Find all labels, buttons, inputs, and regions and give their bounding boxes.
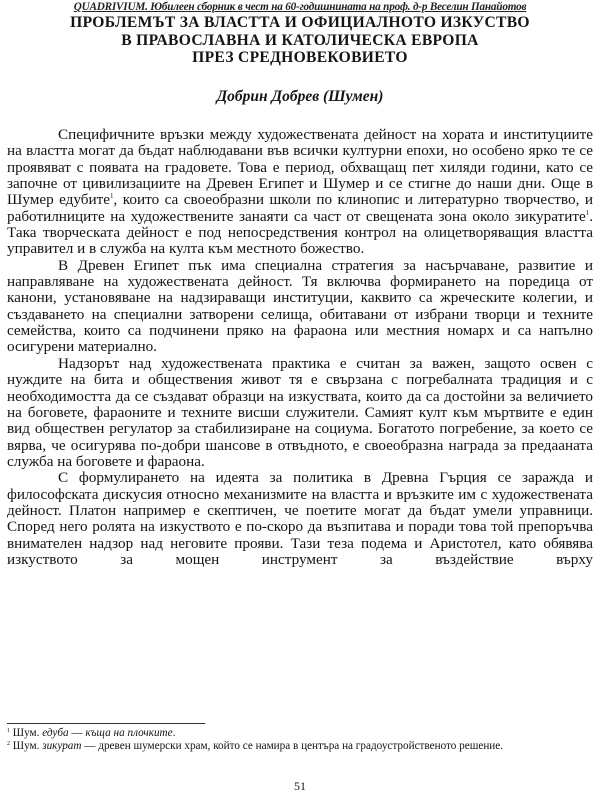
article-title <box>0 14 600 67</box>
footnote-number: 1 <box>7 728 10 734</box>
title-line: ПРЕЗ СРЕДНОВЕКОВИЕТО <box>192 49 408 66</box>
footnote-prefix: Шум. <box>12 727 43 739</box>
page-number: 51 <box>294 779 306 793</box>
paragraph: Надзорът над художествената практика е считан за важен, защото освен с нуждите на бита и обществения живот тя е свързана с погребалната традиция и с необходимостта да се създават образци на изкуствата, които да са достойни за величието на боговете, фараоните и техните висши служители. Самият култ към мъртвите е един вид обществен регулатор за стабилизиране на социума. Богатото погребение, за което се вярва, че осигурява по-добри шансове в отвъдното, е своеобразна награда за предаaната служба на боговете и фараона. <box>7 354 593 470</box>
footnote <box>7 740 593 753</box>
paragraph-text: . Така творческата дейност е под непосредствения контрол на олицетворяващия властта управител и в служба на култа към местното божество. <box>7 207 593 258</box>
footnote-term: едуба <box>42 727 69 739</box>
title-line: В ПРАВОСЛАВНА И КАТОЛИЧЕСКА ЕВРОПА <box>121 31 479 49</box>
paragraph <box>7 127 593 258</box>
footnote-ref[interactable]: 1 <box>585 208 590 217</box>
paragraph-text: Специфичните връзки между художествената дейност на хората и институциите на властта могат да бъдат наблюдавани във всички културни епохи, но особено ярко те се проявяват с появата на градовете. Това е период, обхващащ пет хиляди години, като се започне от цивилизациите на Древен Египет и Шумер и се стигне до наши дни. Още в Шумер едубите <box>7 126 593 209</box>
paragraph-text: , които са своеобразни школи по клинопис и литературно творчество, и работилниците на художествените занаяти са част от свещената зона около зикуратите <box>7 191 593 225</box>
footnote-ref[interactable]: 1 <box>110 192 114 201</box>
footnote-suffix: . <box>500 740 504 753</box>
footnotes <box>7 727 593 754</box>
paragraph: С формулирането на идеята за политика в Древна Гърция се заражда и философската дискусия относно механизмите на властта и връзките им с художествената дейност. Платон например е скептичен, че поетите могат да бъдат умели управници. Според него ролята на изкуството е по-скоро да възпитава и поради това той препоръчва внимателен надзор над неговите прояви. Тази теза подема и Аристотел, като обявява изкуството за мощен инструмент за въздействие върху <box>7 469 593 568</box>
footnote-separator <box>7 723 205 724</box>
paragraph: В Древен Египет пък има специална стратегия за насърчаване, развитие и направляване на художествената дейност. Тя включва формирането на поредица от канони, установяване на надзиравaщи институции, каквито са жреческите колегии, и създаването на специални затворени селища, обитавани от избрани творци и техните семейства, които са подчинени пряко на фараона или местния номарх и са напълно осигурени материално. <box>7 256 593 356</box>
footnote-definition: къща на плочките <box>85 727 173 739</box>
running-head: QUADRIVIUM. Юбилеен сборник в чест на 60-годишнината на проф. д-р Веселин Панайотов <box>73 1 527 13</box>
footnote <box>7 727 593 740</box>
footnote-term: зикурат <box>42 740 82 753</box>
author-byline: Добрин Добрев (Шумен) <box>216 88 384 105</box>
article-body <box>7 127 593 568</box>
footnote-number: 2 <box>7 741 10 748</box>
footnote-dash: — <box>81 740 99 753</box>
footnote-prefix: Шум. <box>12 740 43 753</box>
footnote-dash: — <box>68 727 86 739</box>
footnote-definition: древен шумерски храм, който се намира в центъра на градоустройственото решение <box>98 740 501 753</box>
title-line: ПРОБЛЕМЪТ ЗА ВЛАСТТА И ОФИЦИАЛНОТО ИЗКУСТВО <box>70 14 530 31</box>
footnote-suffix: . <box>172 727 176 739</box>
